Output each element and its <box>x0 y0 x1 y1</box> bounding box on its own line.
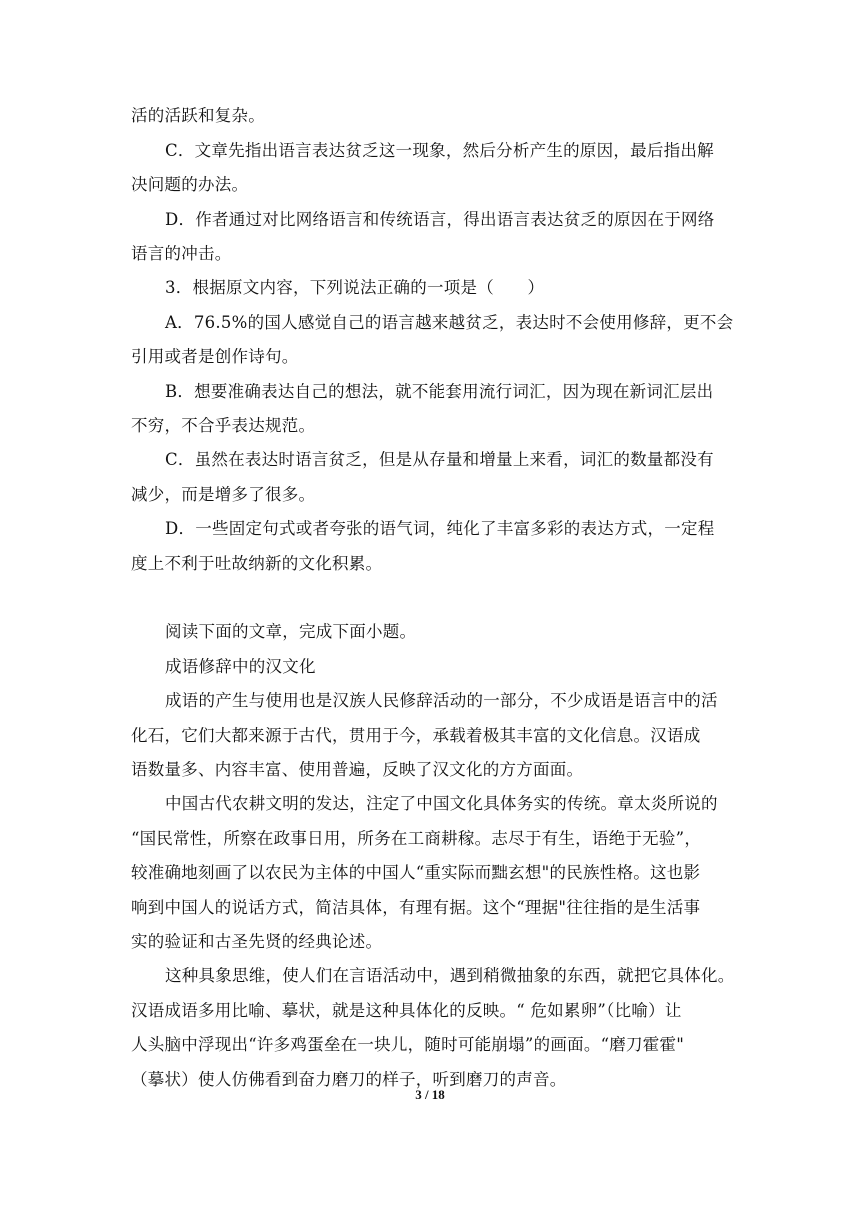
paragraph-line: 成语的产生与使用也是汉族人民修辞活动的一部分，不少成语是语言中的活 <box>165 691 718 710</box>
paragraph-line: 人头脑中浮现出“许多鸡蛋垒在一块儿，随时可能崩塌”的画面。“磨刀霍霍" <box>131 1035 685 1054</box>
paragraph-line: 汉语成语多用比喻、摹状，就是这种具体化的反映。“ 危如累卵”（比喻）让 <box>131 1001 682 1020</box>
article-title: 成语修辞中的汉文化 <box>165 657 316 676</box>
question-3-line: 3．根据原文内容，下列说法正确的一项是（ ） <box>165 278 545 297</box>
reading-instruction: 阅读下面的文章，完成下面小题。 <box>165 622 417 641</box>
paragraph-line: 语数量多、内容丰富、使用普遍，反映了汉文化的方方面面。 <box>131 760 584 779</box>
text-line: 语言的冲击。 <box>131 244 232 263</box>
option-c-line: C．虽然在表达时语言贫乏，但是从存量和增量上来看，词汇的数量都没有 <box>165 450 714 469</box>
paragraph-line: “国民常性，所察在政事日用，所务在工商耕稼。志尽于有生，语绝于无验”， <box>131 829 702 848</box>
paragraph-line: 中国古代农耕文明的发达，注定了中国文化具体务实的传统。章太炎所说的 <box>165 794 718 813</box>
paragraph-line: 响到中国人的说话方式，简洁具体，有理有据。这个“理据"往往指的是生活事 <box>131 898 701 917</box>
text-line: 决问题的办法。 <box>131 175 249 194</box>
paragraph-line: （摹状）使人仿佛看到奋力磨刀的样子，听到磨刀的声音。 <box>131 1070 567 1089</box>
option-a-line: A．76.5%的国人感觉自己的语言越来越贫乏，表达时不会使用修辞，更不会 <box>165 313 734 332</box>
text-line: 度上不利于吐故纳新的文化积累。 <box>131 554 383 573</box>
text-line: 不穷，不合乎表达规范。 <box>131 416 316 435</box>
option-b-line: B．想要准确表达自己的想法，就不能套用流行词汇，因为现在新词汇层出 <box>165 382 714 401</box>
paragraph-line: 实的验证和古圣先贤的经典论述。 <box>131 932 383 951</box>
page-number: 3 / 18 <box>415 1087 445 1102</box>
option-d-line: D．一些固定句式或者夸张的语气词，纯化了丰富多彩的表达方式，一定程 <box>165 519 715 538</box>
paragraph-line: 较准确地刻画了以农民为主体的中国人“重实际而黜玄想"的民族性格。这也影 <box>131 863 701 882</box>
text-line: 引用或者是创作诗句。 <box>131 347 299 366</box>
option-c-line: C．文章先指出语言表达贫乏这一现象，然后分析产生的原因，最后指出解 <box>165 141 714 160</box>
text-line: 活的活跃和复杂。 <box>131 106 265 125</box>
option-d-line: D．作者通过对比网络语言和传统语言，得出语言表达贫乏的原因在于网络 <box>165 210 715 229</box>
paragraph-line: 这种具象思维，使人们在言语活动中，遇到稍微抽象的东西，就把它具体化。 <box>165 966 735 985</box>
text-line: 减少，而是增多了很多。 <box>131 485 316 504</box>
paragraph-line: 化石，它们大都来源于古代，贯用于今，承载着极其丰富的文化信息。汉语成 <box>131 726 701 745</box>
